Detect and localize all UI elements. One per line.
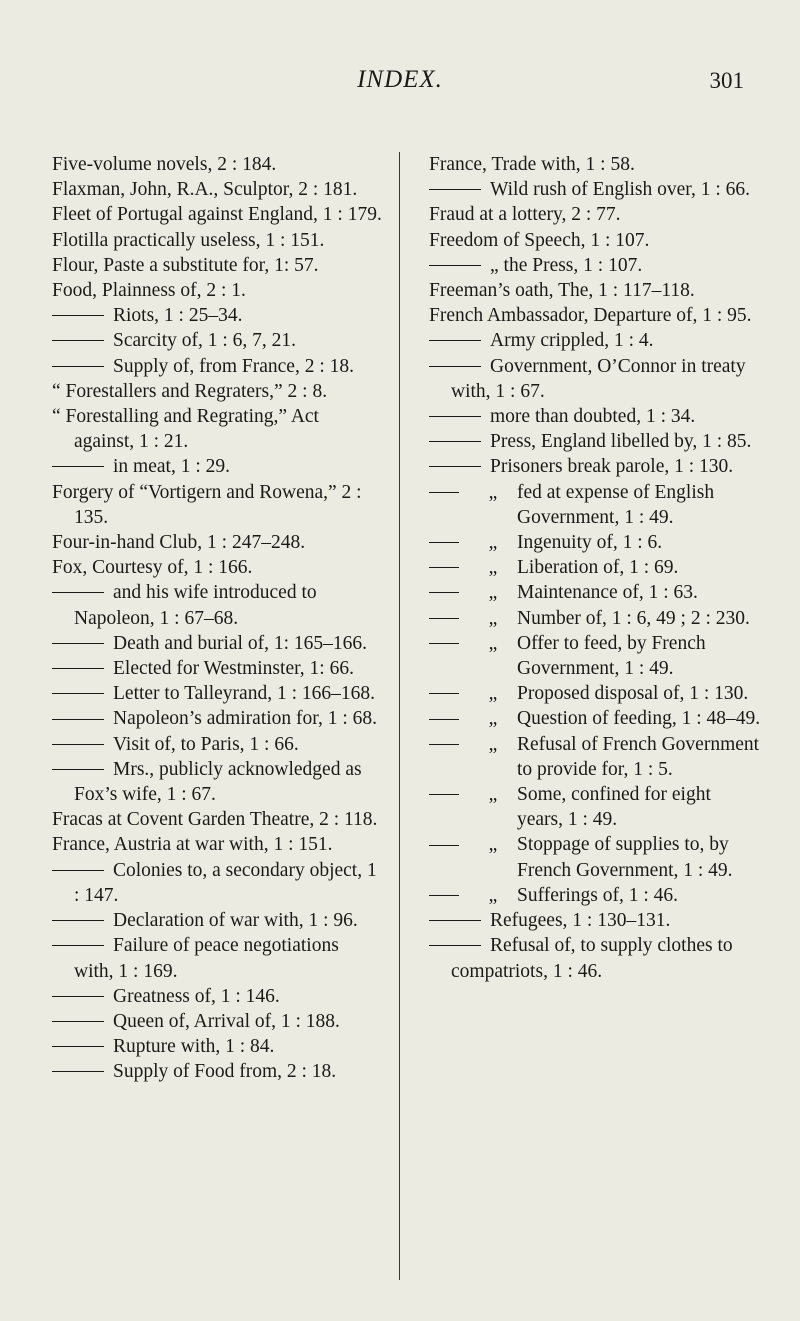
index-entry-text: „ the Press, 1 : 107. [490,254,643,276]
index-entry [52,480,382,530]
ditto-mark: „ [488,834,498,856]
index-entry-text: Colonies to, a secondary object, 1 : 147. [74,859,377,906]
index-subentry [429,883,761,908]
index-subentry [52,454,382,479]
index-subentry [429,732,761,782]
index-subentry [52,1034,382,1059]
index-subentry [52,858,382,908]
index-entry-text: Death and burial of, 1: 165–166. [113,632,367,654]
index-subentry [429,429,761,454]
index-entry [52,278,382,303]
index-entry [52,530,382,555]
index-subentry [429,454,761,479]
index-subentry [429,933,761,983]
index-entry-text: Five-volume novels, 2 : 184. [52,154,277,175]
index-entry-text: Declaration of war with, 1 : 96. [113,910,358,932]
running-head: INDEX. [357,66,443,93]
index-subentry [429,328,761,353]
index-entry-text: Refusal of, to supply clothes to compatriots, 1 : 46. [451,935,733,982]
index-entry-text: Forgery of “Vortigern and Rowena,” 2 : 135. [52,481,362,528]
index-entry-text: Freedom of Speech, 1 : 107. [429,229,650,251]
index-subentry [429,908,761,933]
index-subentry [429,580,761,605]
index-entry [52,807,382,832]
index-entry-text: “ Forestalling and Regrating,” Act against, 1 : 21. [52,406,319,453]
index-entry-text: Flour, Paste a substitute for, 1: 57. [52,254,319,276]
index-subentry [52,656,382,681]
index-entry-text: Elected for Westminster, 1: 66. [113,658,354,680]
ditto-mark: „ [488,582,498,604]
index-entry-text: Sufferings of, 1 : 46. [517,884,679,906]
index-subentry [429,530,761,555]
index-subentry [52,328,382,353]
index-subentry [429,782,761,832]
index-entry-text: Fracas at Covent Garden Theatre, 2 : 118. [52,809,378,831]
index-entry-text: Fleet of Portugal against England, 1 : 179. [52,204,382,226]
index-entry [52,177,382,202]
index-subentry [52,580,382,630]
index-subentry [52,706,382,731]
index-subentry [52,303,382,328]
index-entry-text: Visit of, to Paris, 1 : 66. [113,733,299,755]
page-number: 301 [709,68,744,93]
index-subentry [429,631,761,681]
index-subentry [429,253,761,278]
index-subentry [52,732,382,757]
index-entry [52,555,382,580]
index-entry [52,404,382,454]
index-column-right [429,152,761,984]
index-entry-text: Queen of, Arrival of, 1 : 188. [113,1010,340,1032]
page-header [0,0,800,130]
index-entry-text: Scarcity of, 1 : 6, 7, 21. [113,330,297,352]
index-entry-text: France, Austria at war with, 1 : 151. [52,834,333,856]
index-entry-text: Army crippled, 1 : 4. [490,330,654,352]
index-column-left [52,152,382,1085]
index-subentry [52,1059,382,1084]
index-entry-text: Stoppage of supplies to, by French Government, 1 : 49. [517,834,733,881]
index-entry-text: Refusal of French Government to provide for, 1 : 5. [517,733,760,780]
ditto-mark: „ [488,481,498,503]
index-entry-text: France, Trade with, 1 : 58. [429,154,635,175]
index-entry-text: more than doubted, 1 : 34. [490,406,696,428]
index-subentry [429,832,761,882]
ditto-mark: „ [488,884,498,906]
index-subentry [429,480,761,530]
index-subentry [429,706,761,731]
column-divider [399,152,400,1280]
index-subentry [52,681,382,706]
ditto-mark: „ [488,607,498,629]
index-entry-text: Question of feeding, 1 : 48–49. [517,708,761,730]
ditto-mark: „ [488,632,498,654]
index-entry [429,202,761,227]
index-entry-text: Food, Plainness of, 2 : 1. [52,280,246,302]
index-entry [429,228,761,253]
index-entry-text: Napoleon’s admiration for, 1 : 68. [113,708,378,730]
index-entry-text: Press, England libelled by, 1 : 85. [490,431,752,453]
index-subentry [52,984,382,1009]
index-subentry [429,555,761,580]
index-entry-text: Failure of peace negotiations with, 1 : 169. [74,935,339,982]
index-entry [429,278,761,303]
index-entry-text: Mrs., publicly acknowledged as Fox’s wife, 1 : 67. [74,758,362,806]
index-entry-text: Number of, 1 : 6, 49 ; 2 : 230. [517,607,750,629]
index-entry-text: Maintenance of, 1 : 63. [517,582,698,604]
ditto-mark: „ [488,784,498,806]
index-entry [429,303,761,328]
index-entry-text: Prisoners break parole, 1 : 130. [490,456,734,478]
index-subentry [52,631,382,656]
index-subentry [429,404,761,429]
index-entry-text: Freeman’s oath, The, 1 : 117–118. [429,280,695,302]
index-subentry [429,606,761,631]
index-entry [52,253,382,278]
index-subentry [429,681,761,706]
index-entry [52,379,382,404]
ditto-mark: „ [488,733,498,755]
index-subentry [52,1009,382,1034]
index-entry [52,152,382,177]
index-subentry [429,177,761,202]
index-entry-text: Letter to Talleyrand, 1 : 166–168. [113,683,376,705]
ditto-mark: „ [488,708,498,730]
index-entry-text: and his wife introduced to Napoleon, 1 : 67–68. [74,582,317,629]
index-entry-text: Refugees, 1 : 130–131. [490,910,671,932]
index-entry-text: in meat, 1 : 29. [113,456,230,478]
index-entry-text: Flotilla practically useless, 1 : 151. [52,229,325,251]
index-entry-text: Supply of Food from, 2 : 18. [113,1061,337,1083]
index-entry-text: Government, O’Connor in treaty with, 1 : 67. [451,355,746,402]
index-entry-text: French Ambassador, Departure of, 1 : 95. [429,305,752,327]
index-entry-text: Offer to feed, by French Government, 1 : 49. [517,632,706,680]
index-subentry [52,757,382,807]
index-entry-text: Some, confined for eight years, 1 : 49. [517,784,711,831]
ditto-mark: „ [488,557,498,579]
index-entry-text: Proposed disposal of, 1 : 130. [517,683,749,705]
index-entry-text: Rupture with, 1 : 84. [113,1036,275,1058]
index-entry-text: Wild rush of English over, 1 : 66. [490,179,751,201]
index-subentry [52,354,382,379]
index-entry-text: Fraud at a lottery, 2 : 77. [429,204,621,226]
index-subentry [429,354,761,404]
index-entry-text: Four-in-hand Club, 1 : 247–248. [52,532,306,554]
ditto-mark: „ [488,532,498,554]
index-entry-text: Fox, Courtesy of, 1 : 166. [52,557,253,579]
index-entry-text: “ Forestallers and Regraters,” 2 : 8. [52,380,328,402]
ditto-mark: „ [488,683,498,705]
index-subentry [52,933,382,983]
index-entry [52,228,382,253]
index-entry-text: fed at expense of English Government, 1 : 49. [517,481,715,528]
index-entry-text: Riots, 1 : 25–34. [113,305,243,327]
index-entry [52,832,382,857]
index-entry-text: Flaxman, John, R.A., Sculptor, 2 : 181. [52,179,358,201]
index-entry [429,152,761,177]
index-entry-text: Liberation of, 1 : 69. [517,557,679,579]
index-subentry [52,908,382,933]
index-entry-text: Supply of, from France, 2 : 18. [113,355,355,377]
index-entry [52,202,382,227]
index-entry-text: Ingenuity of, 1 : 6. [517,532,663,554]
index-entry-text: Greatness of, 1 : 146. [113,985,280,1007]
